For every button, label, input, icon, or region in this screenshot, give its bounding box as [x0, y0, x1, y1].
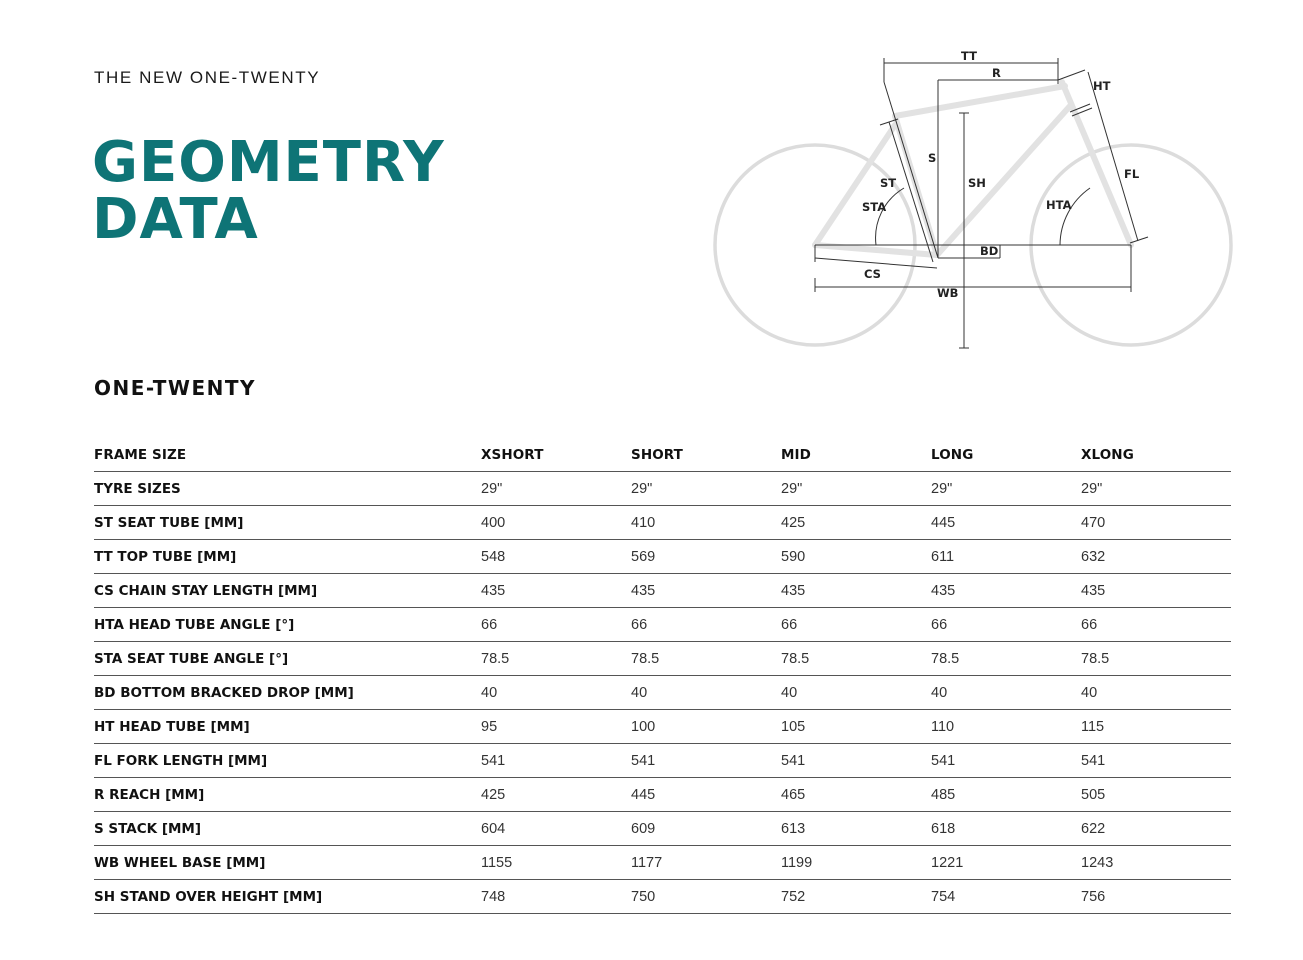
table-cell: 78.5 [1081, 642, 1231, 676]
table-cell: 29" [631, 472, 781, 506]
label-cs: CS [864, 267, 881, 281]
label-hta: HTA [1046, 198, 1072, 212]
table-cell: 1221 [931, 846, 1081, 880]
table-cell: 756 [1081, 880, 1231, 914]
row-label: HT HEAD TUBE [MM] [94, 710, 481, 744]
table-cell: 78.5 [481, 642, 631, 676]
table-cell: 66 [781, 608, 931, 642]
table-row [94, 744, 1231, 778]
table-header-row [94, 438, 1231, 472]
table-cell: 541 [931, 744, 1081, 778]
page-title-line1: GEOMETRY [92, 130, 445, 195]
table-cell: 78.5 [931, 642, 1081, 676]
table-cell: 750 [631, 880, 781, 914]
table-body [94, 472, 1231, 914]
table-cell: 29" [481, 472, 631, 506]
row-label: FL FORK LENGTH [MM] [94, 744, 481, 778]
row-label: ST SEAT TUBE [MM] [94, 506, 481, 540]
table-cell: 1243 [1081, 846, 1231, 880]
page-eyebrow: THE NEW ONE-TWENTY [94, 68, 321, 87]
table-cell: 78.5 [631, 642, 781, 676]
table-row [94, 506, 1231, 540]
table-cell: 1177 [631, 846, 781, 880]
table-cell: 78.5 [781, 642, 931, 676]
table-cell: 105 [781, 710, 931, 744]
bike-geometry-diagram [700, 40, 1260, 360]
table-row [94, 778, 1231, 812]
table-cell: 435 [481, 574, 631, 608]
table-cell: 541 [1081, 744, 1231, 778]
table-cell: 632 [1081, 540, 1231, 574]
table-row [94, 846, 1231, 880]
table-row [94, 812, 1231, 846]
table-cell: 400 [481, 506, 631, 540]
label-r: R [992, 66, 1001, 80]
row-label: HTA HEAD TUBE ANGLE [°] [94, 608, 481, 642]
table-cell: 29" [931, 472, 1081, 506]
row-label: TYRE SIZES [94, 472, 481, 506]
table-cell: 618 [931, 812, 1081, 846]
table-row [94, 710, 1231, 744]
table-cell: 611 [931, 540, 1081, 574]
table-row [94, 676, 1231, 710]
table-row [94, 540, 1231, 574]
page-title-line2: DATA [92, 187, 259, 252]
bike-frame [815, 82, 1131, 255]
row-label: R REACH [MM] [94, 778, 481, 812]
table-cell: 1155 [481, 846, 631, 880]
table-cell: 425 [781, 506, 931, 540]
table-cell: 752 [781, 880, 931, 914]
row-label: S STACK [MM] [94, 812, 481, 846]
page-title [92, 130, 445, 252]
table-cell: 115 [1081, 710, 1231, 744]
label-ht: HT [1093, 79, 1111, 93]
table-cell: 622 [1081, 812, 1231, 846]
table-cell: 604 [481, 812, 631, 846]
table-row [94, 608, 1231, 642]
table-cell: 29" [1081, 472, 1231, 506]
table-cell: 445 [631, 778, 781, 812]
table-cell: 29" [781, 472, 931, 506]
table-cell: 435 [781, 574, 931, 608]
label-bd: BD [980, 244, 999, 258]
table-row [94, 880, 1231, 914]
column-header: FRAME SIZE [94, 438, 481, 472]
table-cell: 748 [481, 880, 631, 914]
label-wb: WB [937, 286, 959, 300]
label-fl: FL [1124, 167, 1140, 181]
table-cell: 1199 [781, 846, 931, 880]
row-label: TT TOP TUBE [MM] [94, 540, 481, 574]
table-cell: 435 [931, 574, 1081, 608]
table-cell: 410 [631, 506, 781, 540]
table-cell: 445 [931, 506, 1081, 540]
table-cell: 40 [1081, 676, 1231, 710]
column-header: XLONG [1081, 438, 1231, 472]
table-cell: 66 [1081, 608, 1231, 642]
table-row [94, 574, 1231, 608]
table-cell: 485 [931, 778, 1081, 812]
table-cell: 40 [631, 676, 781, 710]
table-cell: 435 [631, 574, 781, 608]
table-cell: 40 [781, 676, 931, 710]
table-cell: 100 [631, 710, 781, 744]
geometry-table [94, 438, 1231, 914]
column-header: SHORT [631, 438, 781, 472]
table-cell: 541 [631, 744, 781, 778]
column-header: MID [781, 438, 931, 472]
table-cell: 435 [1081, 574, 1231, 608]
label-sh: SH [968, 176, 986, 190]
table-cell: 609 [631, 812, 781, 846]
table-cell: 569 [631, 540, 781, 574]
row-label: CS CHAIN STAY LENGTH [MM] [94, 574, 481, 608]
section-title: ONE-TWENTY [94, 376, 256, 400]
column-header: XSHORT [481, 438, 631, 472]
table-row [94, 642, 1231, 676]
table-cell: 541 [481, 744, 631, 778]
row-label: STA SEAT TUBE ANGLE [°] [94, 642, 481, 676]
label-st: ST [880, 176, 897, 190]
label-s: S [928, 151, 937, 165]
label-tt: TT [961, 49, 977, 63]
table-cell: 425 [481, 778, 631, 812]
label-sta: STA [862, 200, 887, 214]
table-cell: 541 [781, 744, 931, 778]
table-cell: 613 [781, 812, 931, 846]
table-cell: 66 [481, 608, 631, 642]
table-cell: 110 [931, 710, 1081, 744]
row-label: BD BOTTOM BRACKED DROP [MM] [94, 676, 481, 710]
table-row [94, 472, 1231, 506]
row-label: WB WHEEL BASE [MM] [94, 846, 481, 880]
table-cell: 40 [931, 676, 1081, 710]
table-cell: 505 [1081, 778, 1231, 812]
table-cell: 548 [481, 540, 631, 574]
table-cell: 754 [931, 880, 1081, 914]
table-cell: 95 [481, 710, 631, 744]
table-cell: 66 [631, 608, 781, 642]
column-header: LONG [931, 438, 1081, 472]
table-cell: 465 [781, 778, 931, 812]
table-cell: 590 [781, 540, 931, 574]
table-cell: 66 [931, 608, 1081, 642]
table-cell: 40 [481, 676, 631, 710]
table-cell: 470 [1081, 506, 1231, 540]
row-label: SH STAND OVER HEIGHT [MM] [94, 880, 481, 914]
